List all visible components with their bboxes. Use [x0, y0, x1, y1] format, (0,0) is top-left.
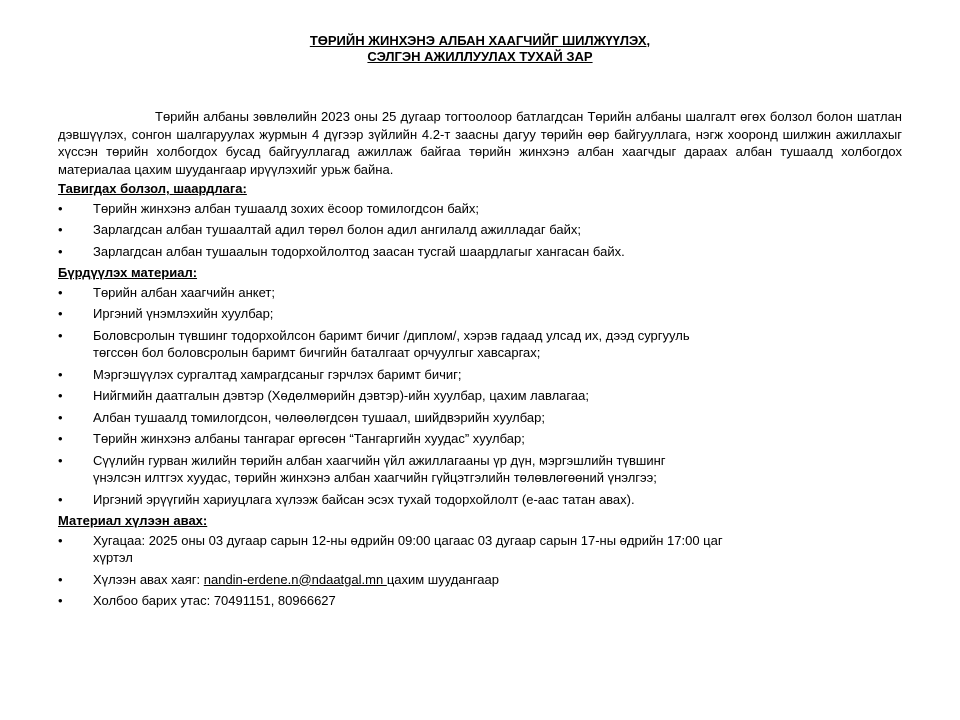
notice-document — [58, 33, 902, 614]
list-item: • Зарлагдсан албан тушаалын тодорхойлолтод заасан тусгай шаардлагыг хангасан байх. — [58, 243, 625, 259]
submission-heading: Материал хүлээн авах: — [58, 513, 208, 528]
bullet-icon: • — [58, 200, 63, 216]
list-item: • Иргэний үнэмлэхийн хуулбар; — [58, 306, 274, 321]
submission-list — [58, 532, 902, 610]
list-item: • Төрийн жинхэнэ албан тушаалд зохих ёсоор томилогдсон байх; — [58, 200, 479, 216]
list-item: • Боловсролын түвшинг тодорхойлсон баримт бичиг /диплом/, хэрэв гадаад улсад их, дээд сургууль төгссөн бол боловсролын баримт бичгийн баталгаат орчуулгыг хавсаргах; — [58, 327, 690, 360]
requirements-list — [58, 200, 902, 261]
materials-list — [58, 284, 902, 509]
bullet-icon: • — [58, 388, 63, 403]
list-item: • Төрийн албан хаагчийн анкет; — [58, 284, 275, 300]
email-link[interactable]: nandin-erdene.n@ndaatgal.mn — [203, 571, 387, 587]
requirements-heading: Тавигдах болзол, шаардлага: — [58, 181, 247, 196]
bullet-icon: • — [58, 222, 63, 237]
title-line-2: СЭЛГЭН АЖИЛЛУУЛАХ ТУХАЙ ЗАР — [367, 49, 593, 64]
bullet-icon: • — [58, 243, 63, 259]
bullet-icon: • — [58, 327, 63, 343]
bullet-icon: • — [58, 532, 63, 548]
bullet-icon: • — [58, 366, 63, 382]
bullet-icon: • — [58, 431, 63, 446]
notice-title — [58, 33, 902, 65]
title-line-1: ТӨРИЙН ЖИНХЭНЭ АЛБАН ХААГЧИЙГ ШИЛЖҮҮЛЭХ, — [309, 33, 651, 48]
list-item: • Нийгмийн даатгалын дэвтэр (Хөдөлмөрийн дэвтэр)-ийн хуулбар, цахим лавлагаа; — [58, 388, 589, 403]
bullet-icon: • — [58, 491, 63, 507]
bullet-icon: • — [58, 452, 63, 468]
intro-paragraph: Төрийн албаны зөвлөлийн 2023 оны 25 дугаар тогтоолоор батлагдсан Төрийн албаны шалгалт өгөх болзол болон шатлан дэвшүүлэх, сонгон шалгаруулах журмын 4 дүгээр зүйлийн 4.2-т заасны дагуу төрийн өөр байгууллага, нэгж хооронд шилжин ажиллахыг хүссэн төрийн холбогдох бусад байгууллагад ажиллаж байгаа төрийн жинхэнэ албан хаагчдыг дараах албан тушаалд холбогдох материалаа цахим шуудангаар ирүүлэхийг урьж байна. — [58, 109, 902, 177]
phone-item: • Холбоо барих утас: 70491151, 80966627 — [58, 593, 336, 608]
address-item: • Хүлээн авах хаяг: nandin-erdene.n@ndaatgal.mn цахим шуудангаар — [58, 571, 499, 587]
list-item: • Төрийн жинхэнэ албаны тангараг өргөсөн “Тангаргийн хуудас” хуулбар; — [58, 431, 525, 446]
bullet-icon: • — [58, 284, 63, 300]
list-item: • Зарлагдсан албан тушаалтай адил төрөл болон адил ангилалд ажилладаг байх; — [58, 222, 581, 237]
bullet-icon: • — [58, 409, 63, 425]
bullet-icon: • — [58, 571, 63, 587]
list-item: • Мэргэшүүлэх сургалтад хамрагдсаныг гэрчлэх баримт бичиг; — [58, 366, 462, 382]
list-item: • Сүүлийн гурван жилийн төрийн албан хаагчийн үйл ажиллагааны үр дүн, мэргэшлийн түвшинг үнэлсэн илтгэх хуудас, төрийн жинхэнэ албан хаагчийн гүйцэтгэлийн төлөвлөгөөний үнэлгээ; — [58, 452, 666, 485]
deadline-item: • Хугацаа: 2025 оны 03 дугаар сарын 12-ны өдрийн 09:00 цагаас 03 дугаар сарын 17-ны өдрийн 17:00 цаг хүртэл — [58, 532, 723, 565]
bullet-icon: • — [58, 306, 63, 321]
list-item: • Албан тушаалд томилогдсон, чөлөөлөгдсөн тушаал, шийдвэрийн хуулбар; — [58, 409, 545, 425]
list-item: • Иргэний эрүүгийн хариуцлага хүлээж байсан эсэх тухай тодорхойлолт (е-аас татан авах). — [58, 491, 635, 507]
materials-heading: Бүрдүүлэх материал: — [58, 265, 198, 280]
bullet-icon: • — [58, 593, 63, 608]
